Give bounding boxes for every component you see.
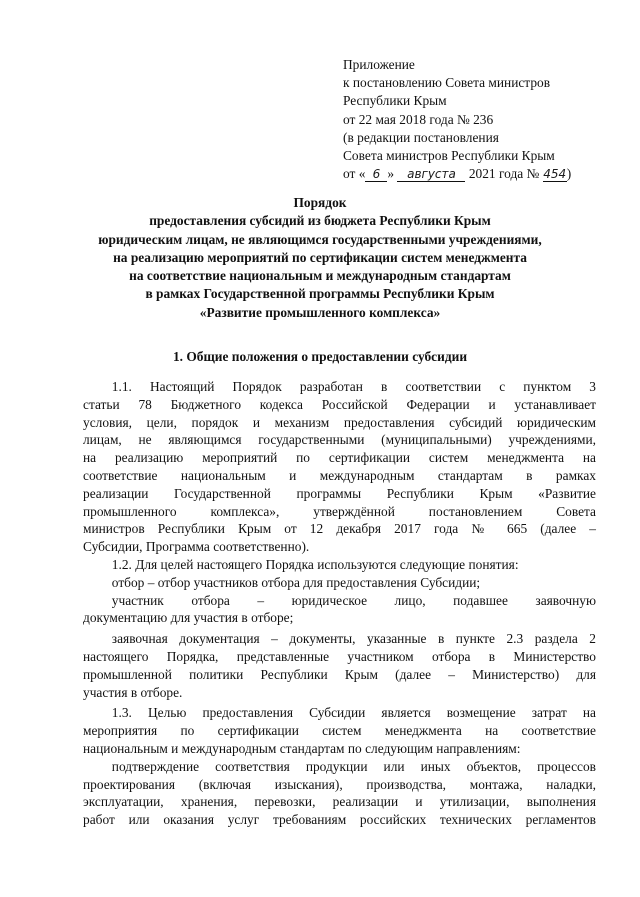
text-line: промышленной политики Республики Крым (далее – Министерство) для — [83, 666, 596, 682]
paragraph-direction — [83, 758, 596, 829]
amend-mid: » — [387, 166, 395, 182]
text-line: условия, цели, порядок и механизм предоставления субсидий юридическим — [83, 414, 596, 430]
paragraph-definition-participant — [83, 592, 596, 628]
paragraph-1-2 — [83, 556, 596, 574]
text-line: работ или оказания услуг требованиям российских технических регламентов — [83, 812, 596, 828]
text-line: отбор – отбор участников отбора для предоставления Субсидии; — [111, 574, 481, 590]
appendix-line: от 22 мая 2018 года № 236 — [343, 111, 494, 127]
amend-year: 2021 года № — [468, 166, 540, 182]
appendix-block — [343, 56, 623, 183]
document-body — [83, 378, 596, 829]
text-line: документацию для участия в отборе; — [83, 610, 294, 626]
text-line: реализации Государственной программы Республики Крым «Развитие — [83, 485, 596, 501]
amendment-date-line — [343, 165, 623, 183]
amend-suffix: ) — [566, 166, 572, 182]
paragraph-1-3 — [83, 704, 596, 757]
paragraph-definition-selection — [83, 574, 596, 592]
title-line: предоставления субсидий из бюджета Республики Крым — [149, 213, 491, 229]
text-line: заявочная документация – документы, указанные в пункте 2.3 раздела 2 — [111, 631, 596, 647]
handwritten-month: августа — [397, 167, 465, 182]
title-line: в рамках Государственной программы Республики Крым — [145, 286, 495, 302]
title-line: Порядок — [293, 195, 347, 210]
text-line: министров Республики Крым от 12 декабря 2017 года № 665 (далее – — [83, 521, 596, 537]
text-line: мероприятия по сертификации систем менеджмента на соответствие — [83, 723, 596, 739]
text-line: эксплуатации, хранения, перевозки, реализации и утилизации, выполнения — [83, 794, 596, 810]
amend-prefix: от « — [343, 166, 366, 182]
appendix-line: Республики Крым — [343, 93, 447, 109]
text-line: лицам, не являющимся государственными (муниципальными) учреждениями, — [83, 432, 596, 448]
appendix-line: (в редакции постановления — [343, 129, 499, 145]
appendix-line: Совета министров Республики Крым — [343, 148, 555, 164]
title-line: юридическим лицам, не являющимся государственными учреждениями, — [98, 231, 542, 247]
handwritten-number: 454 — [543, 167, 567, 182]
text-line: статьи 78 Бюджетного кодекса Российской Федерации и устанавливает — [83, 396, 596, 412]
text-line: 1.2. Для целей настоящего Порядка используются следующие понятия: — [111, 556, 519, 572]
text-line: на реализацию мероприятий по сертификации систем менеджмента на — [83, 450, 596, 466]
text-line: настоящего Порядка, представленные участником отбора в Министерство — [83, 648, 596, 664]
title-line: на реализацию мероприятий по сертификации систем менеджмента — [113, 249, 527, 265]
text-line: национальным и международным стандартам по следующим направлениям: — [83, 740, 521, 756]
text-line: 1.1. Настоящий Порядок разработан в соответствии с пунктом 3 — [111, 379, 596, 394]
text-line: 1.3. Целью предоставления Субсидии является возмещение затрат на — [111, 705, 596, 721]
title-line: «Развитие промышленного комплекса» — [199, 304, 441, 320]
paragraph-definition-documentation — [83, 630, 596, 701]
title-line: на соответствие национальным и международным стандартам — [129, 268, 511, 284]
text-line: подтверждение соответствия продукции или иных объектов, процессов — [111, 758, 596, 774]
paragraph-1-1 — [83, 378, 596, 556]
text-line: проектирования (включая изыскания), производства, монтажа, наладки, — [83, 776, 596, 792]
text-line: соответствие национальным и международным стандартам в рамках — [83, 467, 596, 483]
text-line: Субсидии, Программа соответственно). — [83, 539, 310, 555]
text-line: участия в отборе. — [83, 684, 183, 700]
document-title — [40, 194, 600, 322]
text-line: промышленного комплекса», утверждённой постановлением Совета — [83, 503, 596, 519]
appendix-line: Приложение — [343, 57, 415, 72]
handwritten-day: 6 — [365, 167, 387, 182]
appendix-line: к постановлению Совета министров — [343, 75, 551, 91]
text-line: участник отбора – юридическое лицо, подавшее заявочную — [111, 592, 596, 608]
section-heading: 1. Общие положения о предоставлении субсидии — [172, 349, 468, 364]
